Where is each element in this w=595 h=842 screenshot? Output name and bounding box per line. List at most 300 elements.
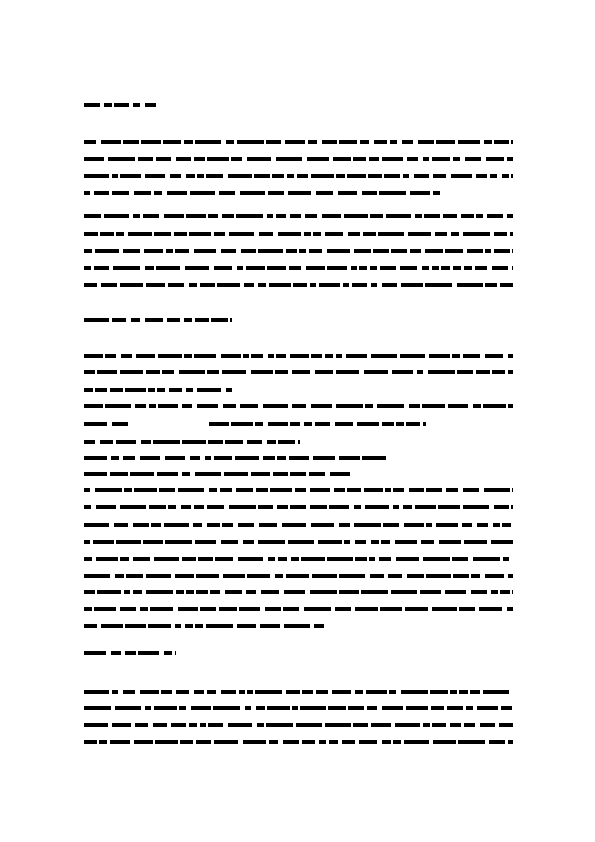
text-block — [236, 214, 263, 218]
text-block — [251, 354, 263, 358]
text-block — [473, 404, 481, 408]
section-heading — [84, 651, 176, 655]
text-block — [226, 388, 232, 392]
text-block — [357, 422, 379, 426]
text-block — [393, 505, 399, 509]
text-block — [247, 157, 271, 161]
text-block — [289, 266, 301, 270]
text-block — [384, 174, 400, 178]
text-block — [120, 283, 143, 287]
text-block — [84, 456, 107, 460]
text-block — [140, 690, 159, 694]
text-block — [390, 140, 397, 144]
text-block — [308, 140, 317, 144]
text-block — [453, 574, 469, 578]
text-block — [239, 607, 260, 611]
text-block — [292, 404, 306, 408]
paragraph-line — [84, 472, 350, 476]
text-block — [84, 422, 107, 426]
text-block — [135, 404, 146, 408]
text-block — [154, 232, 171, 236]
text-block — [380, 266, 396, 270]
text-block — [116, 540, 141, 544]
text-block — [110, 740, 130, 744]
text-block — [156, 157, 171, 161]
text-block — [84, 540, 90, 544]
text-block — [339, 523, 350, 527]
text-block — [309, 472, 325, 476]
text-block — [123, 690, 135, 694]
text-block — [154, 191, 162, 195]
text-block — [184, 140, 193, 144]
text-block — [382, 157, 403, 161]
section-heading — [84, 103, 156, 107]
text-block — [221, 540, 238, 544]
text-block — [351, 266, 357, 270]
text-block — [313, 456, 335, 460]
text-block — [360, 140, 369, 144]
text-block — [231, 422, 253, 426]
text-block — [382, 283, 397, 287]
text-block — [175, 249, 189, 253]
text-block — [247, 690, 253, 694]
text-block — [112, 174, 118, 178]
text-block — [367, 706, 377, 710]
text-block — [512, 249, 513, 253]
text-block — [167, 318, 180, 322]
text-block — [288, 540, 314, 544]
text-block — [213, 706, 240, 710]
text-block — [476, 370, 490, 374]
text-block — [124, 488, 132, 492]
text-block — [275, 370, 288, 374]
text-block — [111, 456, 119, 460]
text-block — [133, 523, 149, 527]
text-block — [84, 191, 90, 195]
text-block — [121, 354, 132, 358]
text-block — [237, 140, 264, 144]
text-block — [120, 174, 141, 178]
text-block — [225, 590, 242, 594]
text-block — [286, 690, 300, 694]
text-block — [243, 740, 266, 744]
text-block — [508, 574, 513, 578]
text-block — [494, 232, 507, 236]
text-block — [336, 174, 345, 178]
text-block — [110, 472, 128, 476]
text-block — [311, 174, 334, 178]
text-block — [222, 523, 233, 527]
text-block — [178, 488, 204, 492]
text-block — [211, 318, 228, 322]
text-block — [278, 440, 295, 444]
text-block — [229, 232, 254, 236]
text-block — [282, 523, 306, 527]
text-block — [158, 354, 182, 358]
text-block — [254, 174, 270, 178]
paragraph-line — [84, 191, 440, 195]
text-block — [431, 706, 444, 710]
paragraph-line — [84, 174, 513, 178]
text-block — [354, 523, 381, 527]
text-block — [325, 354, 333, 358]
text-block — [141, 140, 161, 144]
text-block — [471, 574, 480, 578]
text-block — [335, 607, 351, 611]
text-block — [382, 740, 391, 744]
text-block — [135, 723, 148, 727]
text-block — [236, 488, 253, 492]
text-block — [123, 249, 140, 253]
text-block — [143, 214, 159, 218]
text-block — [268, 422, 288, 426]
text-block — [432, 607, 457, 611]
text-block — [511, 140, 513, 144]
text-block — [84, 523, 109, 527]
text-block — [162, 370, 174, 374]
text-block — [95, 249, 119, 253]
paragraph-line — [84, 540, 513, 544]
text-block — [348, 232, 360, 236]
text-block — [255, 690, 282, 694]
text-block — [327, 557, 353, 561]
text-block — [220, 488, 232, 492]
text-block — [200, 723, 206, 727]
text-block — [310, 283, 316, 287]
text-block — [290, 354, 309, 358]
paragraph-line — [84, 574, 513, 578]
text-block — [297, 174, 308, 178]
text-block — [97, 590, 121, 594]
text-block — [369, 157, 379, 161]
text-block — [463, 505, 489, 509]
text-block — [144, 249, 163, 253]
text-block — [342, 740, 355, 744]
text-block — [365, 404, 373, 408]
text-block — [265, 607, 281, 611]
text-block — [305, 214, 317, 218]
text-block — [175, 651, 176, 655]
text-block — [285, 140, 305, 144]
text-block — [157, 472, 178, 476]
text-block — [99, 740, 107, 744]
text-block — [439, 540, 461, 544]
text-block — [446, 488, 458, 492]
text-block — [511, 174, 513, 178]
text-block — [401, 690, 428, 694]
paragraph-line — [84, 283, 513, 287]
text-block — [379, 191, 406, 195]
text-block — [260, 624, 280, 628]
text-block — [329, 740, 338, 744]
text-block — [125, 388, 146, 392]
text-block — [404, 523, 424, 527]
text-block — [344, 540, 350, 544]
text-block — [214, 456, 232, 460]
text-block — [322, 140, 337, 144]
text-block — [361, 590, 388, 594]
text-block — [311, 404, 332, 408]
text-block — [176, 590, 184, 594]
text-block — [130, 472, 154, 476]
text-block — [452, 354, 460, 358]
text-block — [330, 472, 350, 476]
text-block — [316, 690, 328, 694]
text-block — [238, 557, 263, 561]
text-block — [210, 590, 220, 594]
paragraph-line — [84, 505, 513, 509]
text-block — [451, 174, 472, 178]
text-block — [207, 370, 219, 374]
text-block — [430, 690, 448, 694]
text-block — [251, 370, 273, 374]
text-block — [153, 723, 167, 727]
text-block — [355, 690, 363, 694]
text-block — [94, 191, 109, 195]
text-block — [422, 266, 429, 270]
text-block — [364, 370, 388, 374]
text-block — [125, 624, 146, 628]
text-block — [395, 540, 417, 544]
text-block — [108, 157, 135, 161]
text-block — [290, 422, 300, 426]
text-block — [215, 557, 233, 561]
text-block — [268, 191, 284, 195]
text-block — [355, 540, 366, 544]
paragraph-line — [84, 488, 513, 492]
text-block — [208, 214, 218, 218]
text-block — [322, 214, 341, 218]
text-block — [168, 505, 176, 509]
text-block — [406, 422, 420, 426]
text-block — [346, 354, 367, 358]
text-block — [217, 283, 240, 287]
text-block — [84, 488, 90, 492]
text-block — [304, 232, 311, 236]
text-block — [329, 505, 349, 509]
text-block — [190, 456, 200, 460]
text-block — [174, 232, 187, 236]
text-block — [316, 191, 333, 195]
text-block — [128, 232, 152, 236]
paragraph-line — [84, 723, 513, 727]
text-block — [175, 624, 181, 628]
text-block — [148, 624, 171, 628]
text-block — [190, 191, 215, 195]
text-block — [277, 505, 288, 509]
text-block — [507, 214, 513, 218]
text-block — [352, 283, 367, 287]
text-block — [161, 690, 172, 694]
text-block — [301, 557, 325, 561]
text-block — [490, 174, 497, 178]
text-block — [176, 690, 189, 694]
text-block — [432, 723, 446, 727]
text-block — [371, 283, 377, 287]
text-block — [445, 590, 466, 594]
text-block — [511, 505, 513, 509]
paragraph-line — [84, 607, 513, 611]
text-block — [483, 404, 506, 408]
text-block — [508, 354, 513, 358]
text-block — [84, 249, 92, 253]
text-block — [110, 388, 123, 392]
text-block — [459, 690, 468, 694]
paragraph-line — [84, 370, 513, 374]
text-block — [500, 590, 510, 594]
text-block — [492, 370, 505, 374]
text-block — [306, 266, 325, 270]
text-block — [336, 354, 342, 358]
text-block — [112, 422, 128, 426]
text-block — [84, 157, 104, 161]
text-block — [194, 505, 204, 509]
text-block — [84, 505, 91, 509]
text-block — [101, 624, 123, 628]
text-block — [425, 283, 452, 287]
text-block — [266, 723, 293, 727]
text-block — [84, 214, 101, 218]
text-block — [365, 505, 389, 509]
text-block — [401, 283, 423, 287]
text-block — [164, 523, 189, 527]
text-block — [246, 590, 256, 594]
text-block — [146, 574, 171, 578]
text-block — [315, 422, 330, 426]
text-block — [327, 249, 350, 253]
text-block — [319, 740, 326, 744]
text-block — [168, 283, 184, 287]
text-block — [491, 590, 498, 594]
text-block — [149, 404, 156, 408]
text-block — [163, 140, 181, 144]
text-block — [508, 740, 513, 744]
text-block — [123, 456, 135, 460]
text-block — [371, 723, 391, 727]
paragraph-line — [84, 214, 513, 218]
text-block — [101, 283, 117, 287]
text-block — [312, 574, 337, 578]
text-block — [84, 590, 95, 594]
text-block — [334, 488, 345, 492]
text-block — [336, 370, 359, 374]
text-block — [429, 354, 450, 358]
text-block — [465, 157, 481, 161]
text-block — [237, 266, 243, 270]
text-block — [471, 590, 487, 594]
text-block — [181, 505, 191, 509]
text-block — [290, 505, 306, 509]
text-block — [458, 740, 485, 744]
text-block — [355, 557, 367, 561]
text-block — [84, 266, 91, 270]
text-block — [84, 574, 110, 578]
text-block — [310, 505, 327, 509]
text-block — [184, 318, 192, 322]
text-block — [247, 574, 270, 578]
text-block — [228, 174, 252, 178]
text-block — [182, 440, 206, 444]
text-block — [159, 488, 175, 492]
text-block — [94, 607, 116, 611]
text-block — [230, 318, 232, 322]
text-block — [289, 456, 309, 460]
text-block — [84, 370, 95, 374]
text-block — [115, 574, 124, 578]
text-block — [405, 607, 428, 611]
text-block — [347, 488, 361, 492]
text-block — [432, 157, 450, 161]
text-block — [165, 540, 192, 544]
text-block — [473, 557, 500, 561]
text-block — [84, 232, 98, 236]
text-block — [256, 706, 265, 710]
text-block — [138, 157, 153, 161]
text-block — [125, 651, 136, 655]
text-block — [145, 266, 154, 270]
text-block — [167, 191, 187, 195]
text-block — [409, 404, 420, 408]
text-block — [186, 174, 195, 178]
text-block — [485, 283, 497, 287]
text-block — [374, 140, 387, 144]
text-block — [278, 232, 301, 236]
text-block — [410, 191, 430, 195]
text-block — [420, 590, 441, 594]
text-block — [196, 590, 208, 594]
text-block — [441, 266, 450, 270]
text-block — [101, 140, 121, 144]
text-block — [141, 440, 151, 444]
paragraph-line — [84, 590, 513, 594]
text-block — [443, 214, 457, 218]
text-block — [355, 607, 378, 611]
text-block — [307, 157, 329, 161]
text-block — [207, 157, 229, 161]
text-block — [240, 191, 265, 195]
text-block — [206, 624, 233, 628]
text-block — [362, 191, 377, 195]
text-block — [134, 488, 157, 492]
text-block — [403, 174, 409, 178]
text-block — [100, 232, 114, 236]
text-block — [164, 214, 184, 218]
text-block — [182, 404, 192, 408]
text-block — [339, 140, 357, 144]
text-block — [263, 456, 275, 460]
text-block — [293, 283, 307, 287]
text-block — [275, 574, 283, 578]
text-block — [256, 488, 268, 492]
text-block — [300, 706, 326, 710]
text-block — [266, 140, 281, 144]
text-block — [235, 456, 259, 460]
text-block — [348, 706, 364, 710]
text-block — [269, 740, 278, 744]
text-block — [492, 266, 508, 270]
text-block — [291, 557, 299, 561]
text-block — [507, 157, 513, 161]
paragraph-line — [84, 422, 426, 426]
text-block — [112, 191, 129, 195]
text-block — [208, 723, 223, 727]
text-block — [195, 318, 209, 322]
text-block — [292, 370, 310, 374]
text-block — [483, 690, 509, 694]
text-block — [438, 505, 460, 509]
text-block — [292, 706, 298, 710]
text-block — [140, 456, 160, 460]
